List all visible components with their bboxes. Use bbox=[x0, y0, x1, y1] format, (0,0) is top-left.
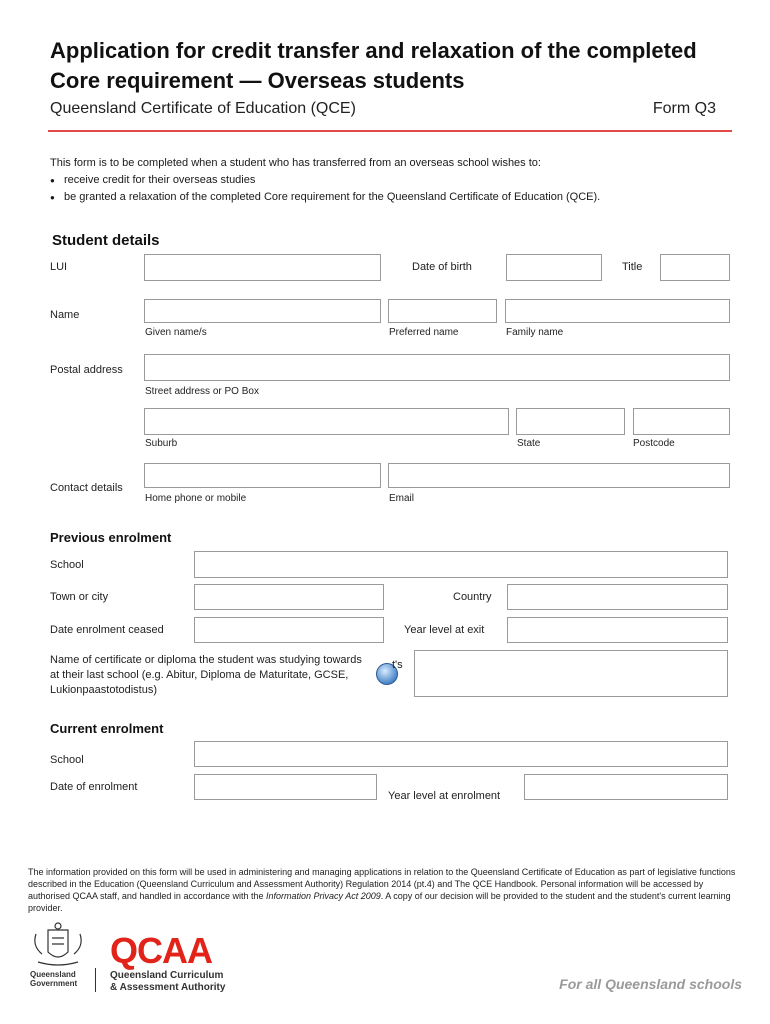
qld-government-wordmark bbox=[30, 970, 77, 988]
town-label: Town or city bbox=[50, 591, 109, 603]
qcaa-logo: QCAA bbox=[110, 930, 212, 971]
preferred-name-input[interactable] bbox=[388, 299, 497, 323]
intro-bullets bbox=[50, 172, 730, 206]
certificate-label: Name of certificate or diploma the student was studying towards at their last school (e.g. Abitur, Diploma de Maturitate, GCSE, Lukionpaastotodistus) bbox=[50, 654, 362, 696]
certificate-input[interactable] bbox=[414, 650, 728, 697]
previous-school-label: School bbox=[50, 559, 84, 571]
qcaa-line1: Queensland Curriculum bbox=[110, 970, 224, 981]
header-divider bbox=[48, 130, 732, 132]
lui-input[interactable] bbox=[144, 254, 381, 281]
form-subtitle: Queensland Certificate of Education (QCE) bbox=[50, 100, 356, 117]
title-label: Title bbox=[622, 261, 643, 273]
title-input[interactable] bbox=[660, 254, 730, 281]
postcode-caption: Postcode bbox=[633, 438, 675, 449]
year-exit-label: Year level at exit bbox=[404, 624, 485, 636]
email-caption: Email bbox=[389, 493, 415, 504]
privacy-text: The information provided on this form will be used in administering and managing applications in relation to the Queensland Certificate of Education as part of legislative functions described in the Education (Queensland Curriculum and Assessment Authority) Regulation 2014 (pt.4) and The QCE Handbook. Personal information will be accessed by authorised QCAA staff, and handled in accordance with the bbox=[28, 867, 736, 901]
current-school-input[interactable] bbox=[194, 741, 728, 767]
qld-line2: Government bbox=[30, 979, 78, 988]
given-name-caption: Given name/s bbox=[145, 327, 207, 338]
street-address-input[interactable] bbox=[144, 354, 730, 381]
privacy-act: Information Privacy Act 2009 bbox=[266, 891, 381, 901]
year-enrolment-input[interactable] bbox=[524, 774, 728, 800]
enrolment-date-input[interactable] bbox=[194, 774, 377, 800]
preferred-name-caption: Preferred name bbox=[389, 327, 459, 338]
previous-school-input[interactable] bbox=[194, 551, 728, 578]
form-title: Application for credit transfer and relaxation of the completed Core requirement — Overseas students bbox=[50, 38, 697, 93]
lui-label: LUI bbox=[50, 261, 68, 273]
phone-caption: Home phone or mobile bbox=[145, 493, 247, 504]
email-input[interactable] bbox=[388, 463, 730, 488]
intro-text: This form is to be completed when a student who has transferred from an overseas school wishes to: bbox=[50, 157, 541, 169]
street-caption: Street address or PO Box bbox=[145, 386, 259, 397]
enrolment-date-label: Date of enrolment bbox=[50, 781, 138, 793]
year-enrolment-label: Year level at enrolment bbox=[388, 790, 501, 802]
intro-bullet: ● be granted a relaxation of the completed Core requirement for the Queensland Certificate of Education (QCE). bbox=[50, 189, 730, 206]
previous-enrolment-heading: Previous enrolment bbox=[50, 530, 172, 545]
dob-label: Date of birth bbox=[412, 261, 472, 273]
family-name-input[interactable] bbox=[505, 299, 730, 323]
qcaa-line2: & Assessment Authority bbox=[110, 982, 226, 993]
postcode-input[interactable] bbox=[633, 408, 730, 435]
phone-input[interactable] bbox=[144, 463, 381, 488]
name-label: Name bbox=[50, 309, 80, 321]
town-input[interactable] bbox=[194, 584, 384, 610]
given-name-input[interactable] bbox=[144, 299, 381, 323]
qld-line1: Queensland bbox=[30, 970, 76, 979]
contact-details-label: Contact details bbox=[50, 482, 123, 494]
date-ceased-label: Date enrolment ceased bbox=[50, 624, 164, 636]
student-details-heading: Student details bbox=[52, 232, 160, 249]
form-number: Form Q3 bbox=[652, 100, 716, 117]
country-input[interactable] bbox=[507, 584, 728, 610]
dob-input[interactable] bbox=[506, 254, 602, 281]
postal-address-label: Postal address bbox=[50, 364, 123, 376]
suburb-input[interactable] bbox=[144, 408, 509, 435]
state-caption: State bbox=[517, 438, 541, 449]
year-exit-input[interactable] bbox=[507, 617, 728, 643]
current-school-label: School bbox=[50, 754, 84, 766]
qcaa-wordmark bbox=[110, 970, 225, 994]
current-enrolment-heading: Current enrolment bbox=[50, 721, 164, 736]
state-input[interactable] bbox=[516, 408, 625, 435]
tagline: For all Queensland schools bbox=[559, 976, 742, 992]
queensland-crest-icon bbox=[28, 920, 88, 970]
intro-section bbox=[50, 155, 730, 206]
logo-divider bbox=[95, 968, 96, 992]
country-label: Country bbox=[453, 591, 492, 603]
suburb-caption: Suburb bbox=[145, 438, 178, 449]
family-name-caption: Family name bbox=[506, 327, 564, 338]
date-ceased-input[interactable] bbox=[194, 617, 384, 643]
privacy-notice bbox=[28, 866, 740, 914]
obscured-label: t's bbox=[392, 659, 403, 671]
privacy-text-end: . A copy of our decision will be provided to the student and the student's current learning provider. bbox=[28, 891, 731, 913]
intro-bullet: ● receive credit for their overseas studies bbox=[50, 172, 730, 189]
